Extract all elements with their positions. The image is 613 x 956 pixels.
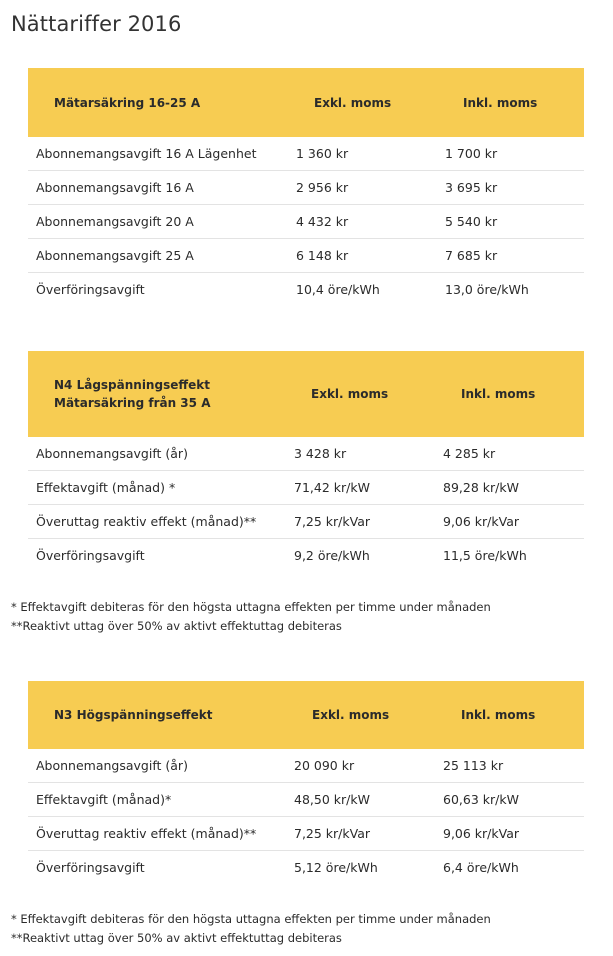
- row-incl: 60,63 kr/kW: [435, 783, 584, 817]
- row-excl: 3 428 kr: [286, 437, 435, 471]
- row-incl: 1 700 kr: [437, 137, 584, 171]
- table-header-row: [28, 681, 584, 749]
- footnote: **Reaktivt uttag över 50% av aktivt effektuttag debiteras: [11, 619, 342, 633]
- row-name: Abonnemangsavgift 20 A: [28, 205, 288, 239]
- footnote: * Effektavgift debiteras för den högsta uttagna effekten per timme under månaden: [11, 912, 491, 926]
- table-row: [28, 437, 584, 471]
- row-incl: 89,28 kr/kW: [435, 471, 584, 505]
- table-row: [28, 783, 584, 817]
- row-name: Abonnemangsavgift (år): [28, 437, 286, 471]
- table-row: [28, 137, 584, 171]
- table-row: [28, 539, 584, 573]
- header-incl-moms: Inkl. moms: [435, 681, 584, 749]
- footnotes: [11, 910, 491, 948]
- row-incl: 25 113 kr: [435, 749, 584, 783]
- header-excl-moms: Exkl. moms: [286, 681, 435, 749]
- row-name: Överföringsavgift: [36, 282, 145, 297]
- row-incl: 4 285 kr: [435, 437, 584, 471]
- row-excl: 10,4 öre/kWh: [296, 282, 380, 297]
- row-name: Effektavgift (månad) *: [28, 471, 286, 505]
- row-excl: 71,42 kr/kW: [286, 471, 435, 505]
- header-tariff-name: [28, 68, 288, 137]
- row-excl: 2 956 kr: [288, 171, 437, 205]
- footnotes: [11, 598, 491, 636]
- row-excl: 6 148 kr: [288, 239, 437, 273]
- row-name: Överföringsavgift: [36, 548, 145, 563]
- header-incl-moms: Inkl. moms: [437, 68, 584, 137]
- row-excl: 1 360 kr: [288, 137, 437, 171]
- tariff-table-matarsakring-16-25: [28, 68, 584, 306]
- table-row: [28, 471, 584, 505]
- row-excl: 48,50 kr/kW: [286, 783, 435, 817]
- row-incl: 11,5 öre/kWh: [443, 548, 527, 563]
- tariff-table-n3-hogspanningseffekt: [28, 681, 584, 884]
- table-header-row: [28, 68, 584, 137]
- table-row: [28, 505, 584, 539]
- row-name: Abonnemangsavgift 16 A: [28, 171, 288, 205]
- header-excl-moms: Exkl. moms: [288, 68, 437, 137]
- row-name: Abonnemangsavgift 25 A: [28, 239, 288, 273]
- footnote: * Effektavgift debiteras för den högsta uttagna effekten per timme under månaden: [11, 600, 491, 614]
- row-incl: 7 685 kr: [437, 239, 584, 273]
- header-tariff-name-line: Mätarsäkring från 35 A: [54, 396, 211, 410]
- row-excl: 7,25 kr/kVar: [286, 505, 435, 539]
- row-name: Abonnemangsavgift (år): [28, 749, 286, 783]
- row-name: Abonnemangsavgift 16 A Lägenhet: [28, 137, 288, 171]
- header-incl-moms: Inkl. moms: [435, 351, 584, 437]
- header-tariff-name: [28, 351, 286, 437]
- table-row: [28, 749, 584, 783]
- row-name: Överföringsavgift: [36, 860, 145, 875]
- row-name: Överuttag reaktiv effekt (månad)**: [28, 817, 286, 851]
- table-row: [28, 817, 584, 851]
- row-excl: 7,25 kr/kVar: [286, 817, 435, 851]
- table-row: [28, 239, 584, 273]
- row-excl: 20 090 kr: [286, 749, 435, 783]
- page-title: Nättariffer 2016: [11, 12, 182, 36]
- row-name: Effektavgift (månad)*: [28, 783, 286, 817]
- header-tariff-name-line: N4 Lågspänningseffekt: [54, 378, 210, 392]
- row-incl: 9,06 kr/kVar: [435, 817, 584, 851]
- row-incl: 13,0 öre/kWh: [445, 282, 529, 297]
- row-excl: 9,2 öre/kWh: [294, 548, 370, 563]
- header-tariff-name: [28, 681, 286, 749]
- table-row: [28, 273, 584, 307]
- header-excl-moms: Exkl. moms: [286, 351, 435, 437]
- header-tariff-name-line: Mätarsäkring 16-25 A: [54, 95, 201, 110]
- table-row: [28, 205, 584, 239]
- table-row: [28, 851, 584, 885]
- row-incl: 3 695 kr: [437, 171, 584, 205]
- table-row: [28, 171, 584, 205]
- row-excl: 4 432 kr: [288, 205, 437, 239]
- table-header-row: [28, 351, 584, 437]
- row-name: Överuttag reaktiv effekt (månad)**: [28, 505, 286, 539]
- row-excl: 5,12 öre/kWh: [294, 860, 378, 875]
- row-incl: 5 540 kr: [437, 205, 584, 239]
- header-tariff-name-line: N3 Högspänningseffekt: [54, 708, 213, 722]
- row-incl: 6,4 öre/kWh: [443, 860, 519, 875]
- row-incl: 9,06 kr/kVar: [435, 505, 584, 539]
- tariff-table-n4-lagspanningseffekt: [28, 351, 584, 572]
- footnote: **Reaktivt uttag över 50% av aktivt effektuttag debiteras: [11, 931, 342, 945]
